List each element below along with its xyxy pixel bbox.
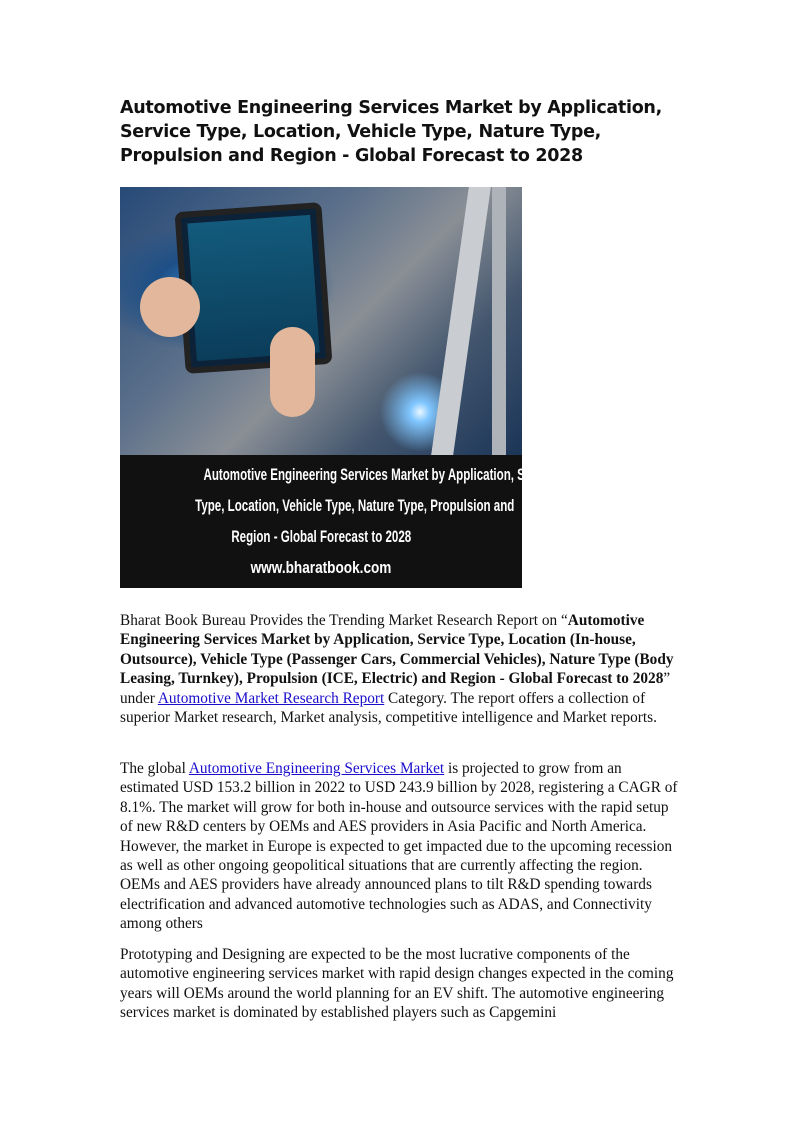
tablet-factory-photo (120, 187, 522, 455)
market-size-paragraph (120, 759, 680, 934)
left-hand (140, 277, 200, 337)
rack-beam (492, 187, 506, 455)
caption-line: Type, Location, Vehicle Type, Nature Type, Propulsion and (195, 496, 515, 515)
automotive-report-link[interactable]: Automotive Market Research Report (157, 689, 385, 707)
caption-url: www.bharatbook.com (250, 558, 392, 577)
rest-text: Category. The report offers a collection of superior Market research, Market analysis, competitive intelligence and Market reports. (120, 689, 657, 727)
aes-market-link[interactable]: Automotive Engineering Services Market (188, 760, 445, 777)
intro-text: The global (120, 760, 189, 777)
page-title: Automotive Engineering Services Market by Application, Service Type, Location, Vehicle Type, Nature Type, Propulsion and Region - Global Forecast to 2028 (120, 98, 662, 166)
report-title-bold: Automotive Engineering Services Market by Application, Service Type, Location (In-house, Outsource), Vehicle Type (Passenger Cars, Commercial Vehicles), Nature Type (Body Leasing, Turnkey), Propulsion (ICE, Electric) and Region - Global Forecast to 2028 (120, 612, 674, 688)
intro-paragraph (120, 611, 680, 727)
car-frame-beam (431, 187, 491, 455)
caption-line: Automotive Engineering Services Market by Application, Service (203, 465, 559, 484)
cover-caption (120, 455, 559, 588)
caption-row (120, 521, 522, 552)
intro-text: Bharat Book Bureau Provides the Trending Market Research Report on “ (120, 612, 568, 629)
right-hand (270, 327, 315, 417)
caption-row (120, 490, 522, 521)
rest-text: is projected to grow from an estimated USD 153.2 billion in 2022 to USD 243.9 billion by 2028, registering a CAGR of 8.1%. The market will grow for both in-house and outsource services with the rapid setup of new R&D centers by OEMs and AES providers in Asia Pacific and North America. However, the market in Europe is expected to get impacted due to the upcoming recession as well as other ongoing geopolitical situations that are currently affecting the region. OEMs and AES providers have already announced plans to tilt R&D spending towards electrification and advanced automotive technologies such as ADAS, and Connectivity among others (120, 760, 678, 933)
report-cover-image (120, 187, 559, 588)
mid-text: ” under (120, 670, 671, 707)
caption-line: Region - Global Forecast to 2028 (231, 527, 411, 546)
caption-row (120, 459, 559, 490)
prototyping-paragraph: Prototyping and Designing are expected to be the most lucrative components of the automotive engineering services market with rapid design changes expected in the coming years will OEMs around the world planning for an EV shift. The automotive engineering services market is dominated by established players such as Capgemini (120, 946, 674, 1022)
caption-row (120, 552, 522, 583)
